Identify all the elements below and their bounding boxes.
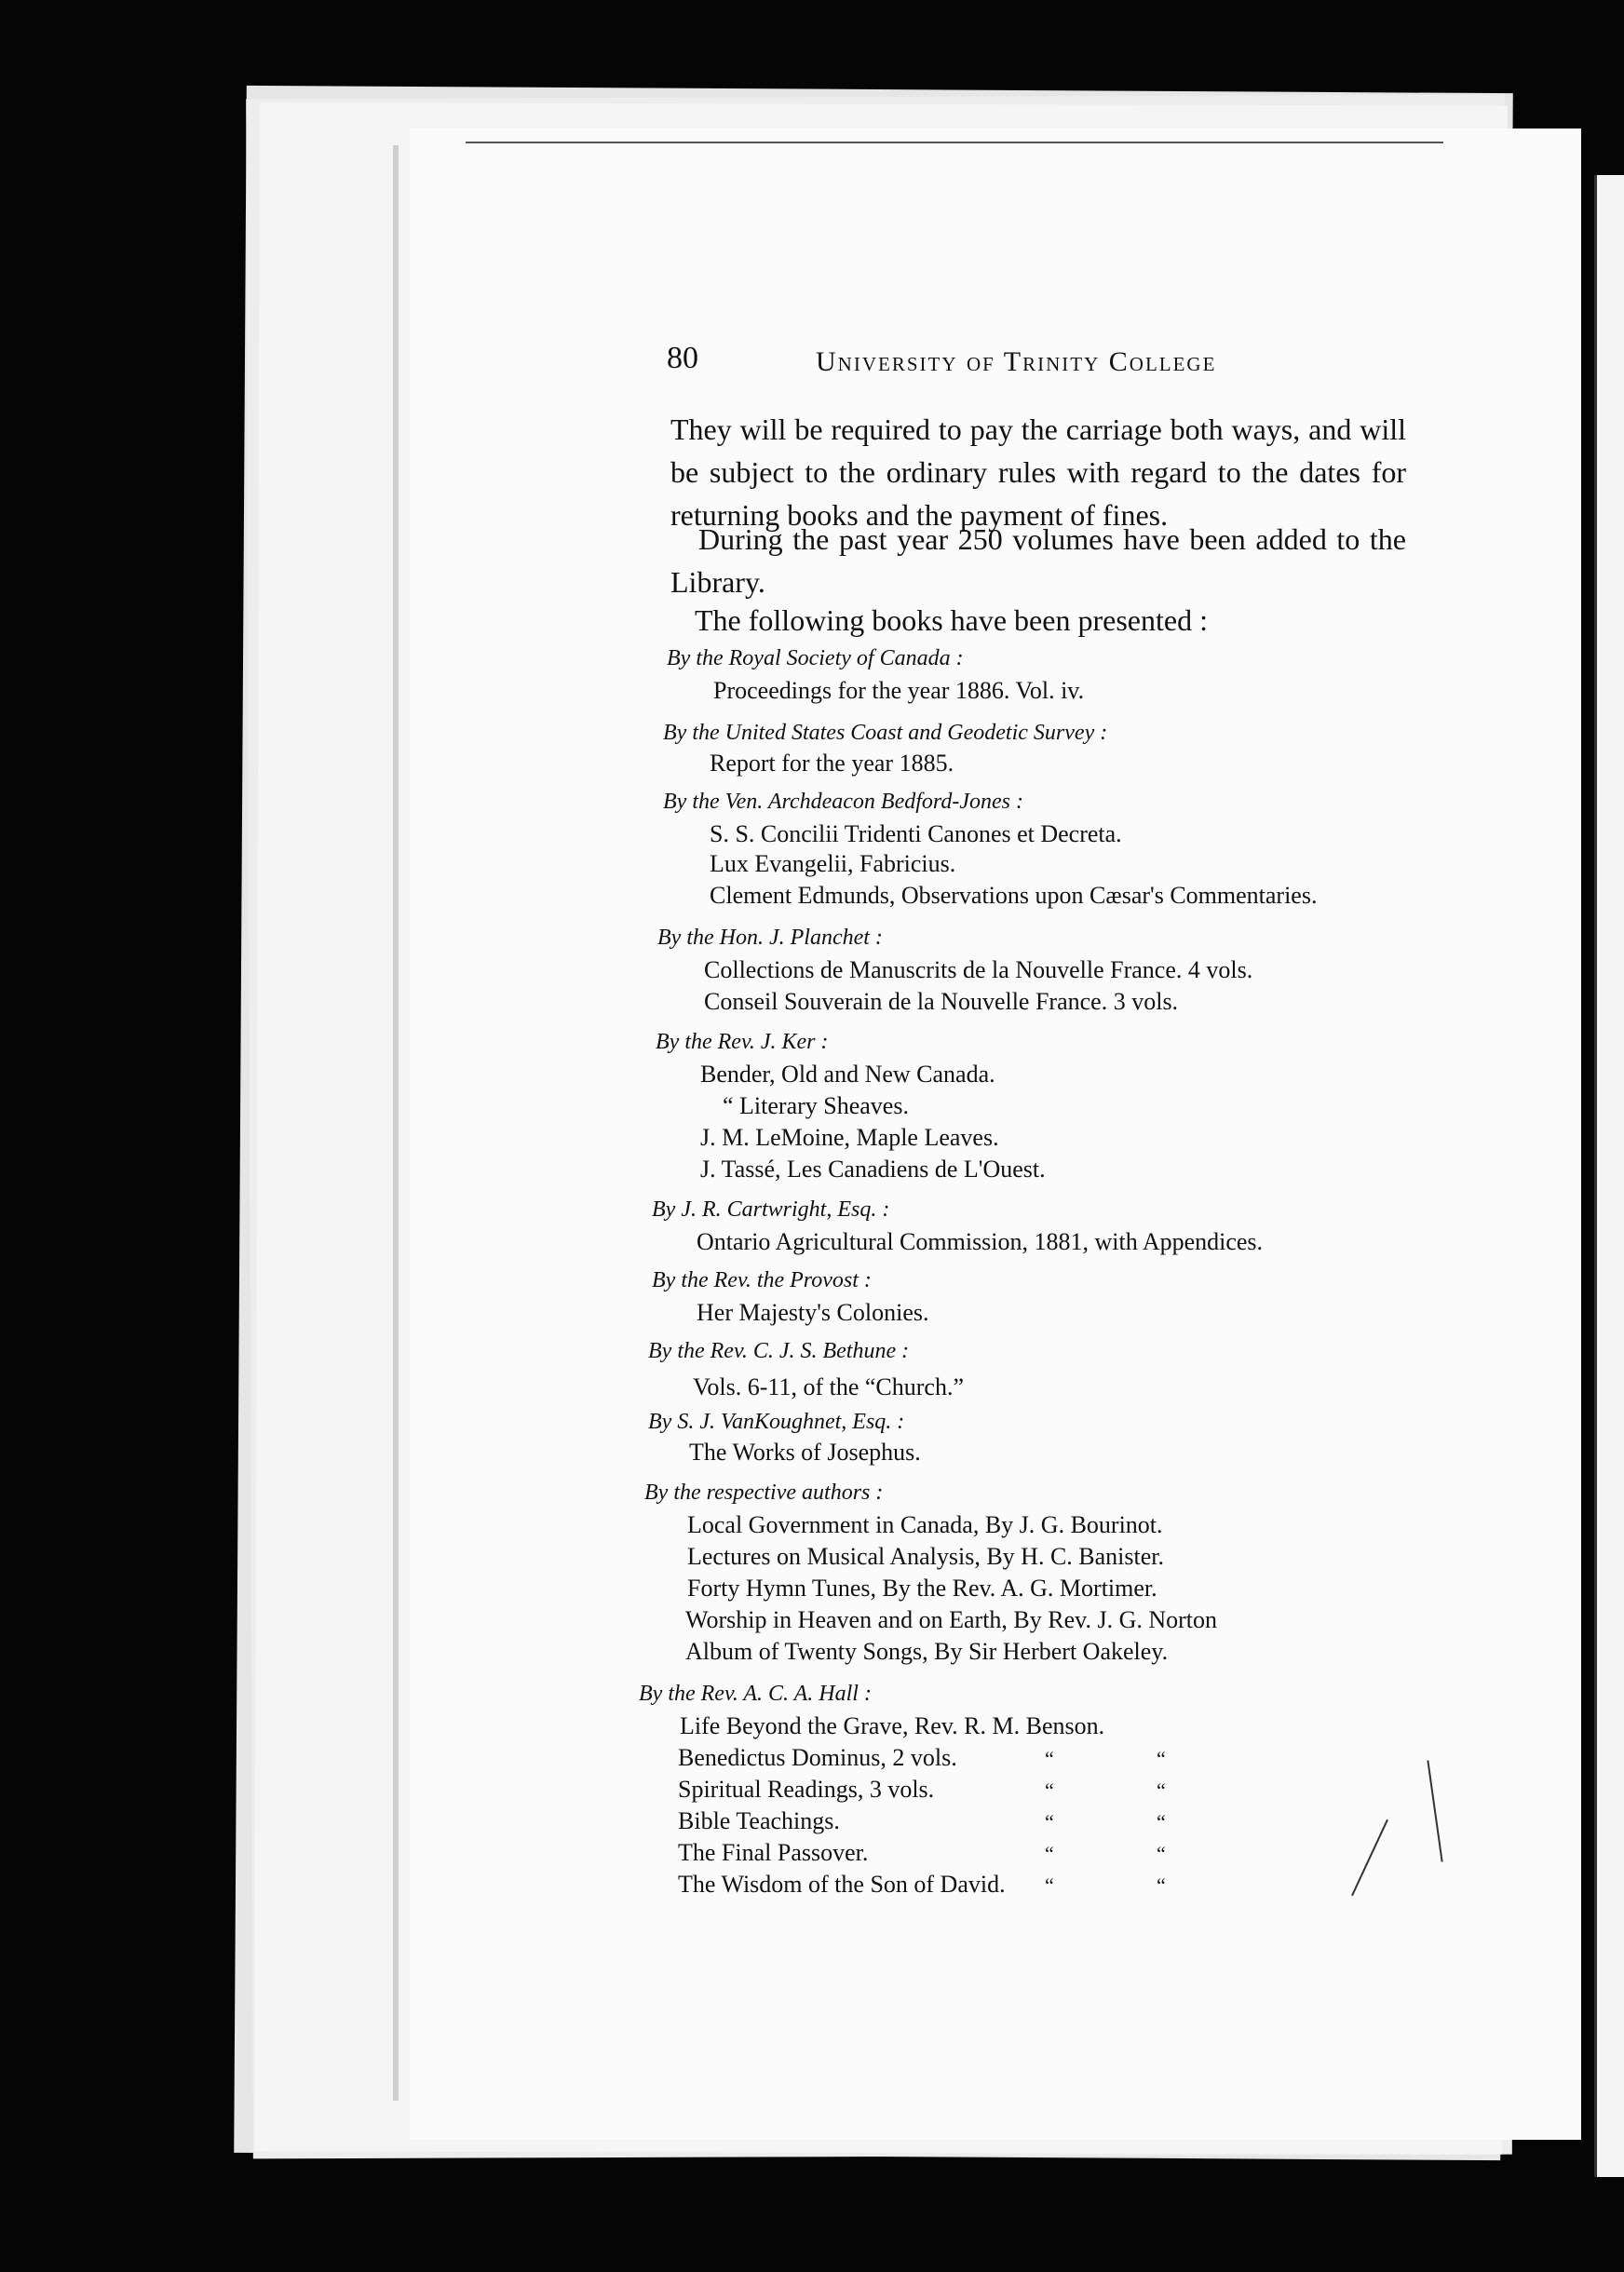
book-item: The Wisdom of the Son of David. xyxy=(678,1871,1006,1898)
book-item: The Works of Josephus. xyxy=(689,1439,921,1466)
paragraph: During the past year 250 volumes have been added to the Library. xyxy=(670,522,1406,599)
book-item: Worship in Heaven and on Earth, By Rev. J. G. Norton xyxy=(685,1606,1218,1633)
book-item: Spiritual Readings, 3 vols. xyxy=(678,1776,935,1803)
book-item: Report for the year 1885. xyxy=(710,750,954,777)
donor-heading: By the Hon. J. Planchet : xyxy=(657,926,883,950)
ditto-mark: “ xyxy=(1157,1810,1166,1833)
donor-heading: By the Rev. A. C. A. Hall : xyxy=(639,1682,872,1706)
book-item: Local Government in Canada, By J. G. Bourinot. xyxy=(687,1511,1163,1538)
donor-heading: By S. J. VanKoughnet, Esq. : xyxy=(648,1410,905,1434)
book-item: S. S. Concilii Tridenti Canones et Decreta. xyxy=(710,820,1122,847)
book-item: Her Majesty's Colonies. xyxy=(697,1299,929,1326)
book-item: J. Tassé, Les Canadiens de L'Ouest. xyxy=(700,1156,1046,1183)
book-item: Ontario Agricultural Commission, 1881, with Appendices. xyxy=(697,1228,1264,1255)
ditto-mark: “ xyxy=(1157,1778,1166,1802)
book-item: Lux Evangelii, Fabricius. xyxy=(710,850,956,877)
donor-heading: By the Royal Society of Canada : xyxy=(667,646,964,670)
ditto-mark: “ xyxy=(1045,1810,1054,1833)
donor-heading: By the Ven. Archdeacon Bedford-Jones : xyxy=(663,790,1023,814)
donor-heading: By the respective authors : xyxy=(644,1481,884,1505)
ditto-mark: “ xyxy=(1157,1842,1166,1865)
ditto-mark: “ xyxy=(1045,1778,1054,1802)
book-item: Forty Hymn Tunes, By the Rev. A. G. Mortimer. xyxy=(687,1575,1157,1602)
book-item: Vols. 6-11, of the “Church.” xyxy=(693,1373,965,1400)
ditto-mark: “ xyxy=(1157,1873,1166,1897)
book-item: The Final Passover. xyxy=(678,1839,869,1866)
book-item: Proceedings for the year 1886. Vol. iv. xyxy=(713,677,1085,704)
ditto-mark: “ xyxy=(1045,1873,1054,1897)
ditto-mark: “ xyxy=(1045,1747,1054,1770)
donor-heading: By the Rev. J. Ker : xyxy=(656,1030,829,1054)
running-title: University of Trinity College xyxy=(816,346,1217,377)
book-item: Benedictus Dominus, 2 vols. xyxy=(678,1744,957,1771)
book-item: “ Literary Sheaves. xyxy=(723,1092,909,1119)
book-item: Life Beyond the Grave, Rev. R. M. Benson. xyxy=(680,1712,1105,1739)
book-item: Bible Teachings. xyxy=(678,1807,840,1834)
page-number: 80 xyxy=(667,341,698,375)
page-header xyxy=(667,341,1624,397)
donor-heading: By the Rev. the Provost : xyxy=(652,1268,872,1292)
ditto-mark: “ xyxy=(1157,1747,1166,1770)
donor-heading: By the Rev. C. J. S. Bethune : xyxy=(648,1339,910,1363)
facing-page-edge xyxy=(1594,175,1624,2177)
donor-heading: By J. R. Cartwright, Esq. : xyxy=(652,1197,890,1222)
donor-heading: By the United States Coast and Geodetic Survey : xyxy=(663,721,1108,745)
book-item: J. M. LeMoine, Maple Leaves. xyxy=(700,1124,999,1151)
paragraph: They will be required to pay the carriage both ways, and will be subject to the ordinary rules with regard to the dates for returning books and the payment of fines. xyxy=(670,412,1406,532)
ditto-mark: “ xyxy=(1045,1842,1054,1865)
book-item: Album of Twenty Songs, By Sir Herbert Oakeley. xyxy=(685,1638,1169,1665)
book-item: Conseil Souverain de la Nouvelle France. 3 vols. xyxy=(704,988,1179,1015)
paragraph: The following books have been presented : xyxy=(695,603,1208,637)
book-item: Bender, Old and New Canada. xyxy=(700,1061,995,1088)
book-item: Lectures on Musical Analysis, By H. C. Banister. xyxy=(687,1543,1165,1570)
book-item: Collections de Manuscrits de la Nouvelle France. 4 vols. xyxy=(704,956,1253,983)
page-rule xyxy=(466,142,1443,143)
book-item: Clement Edmunds, Observations upon Cæsar's Commentaries. xyxy=(710,882,1318,909)
